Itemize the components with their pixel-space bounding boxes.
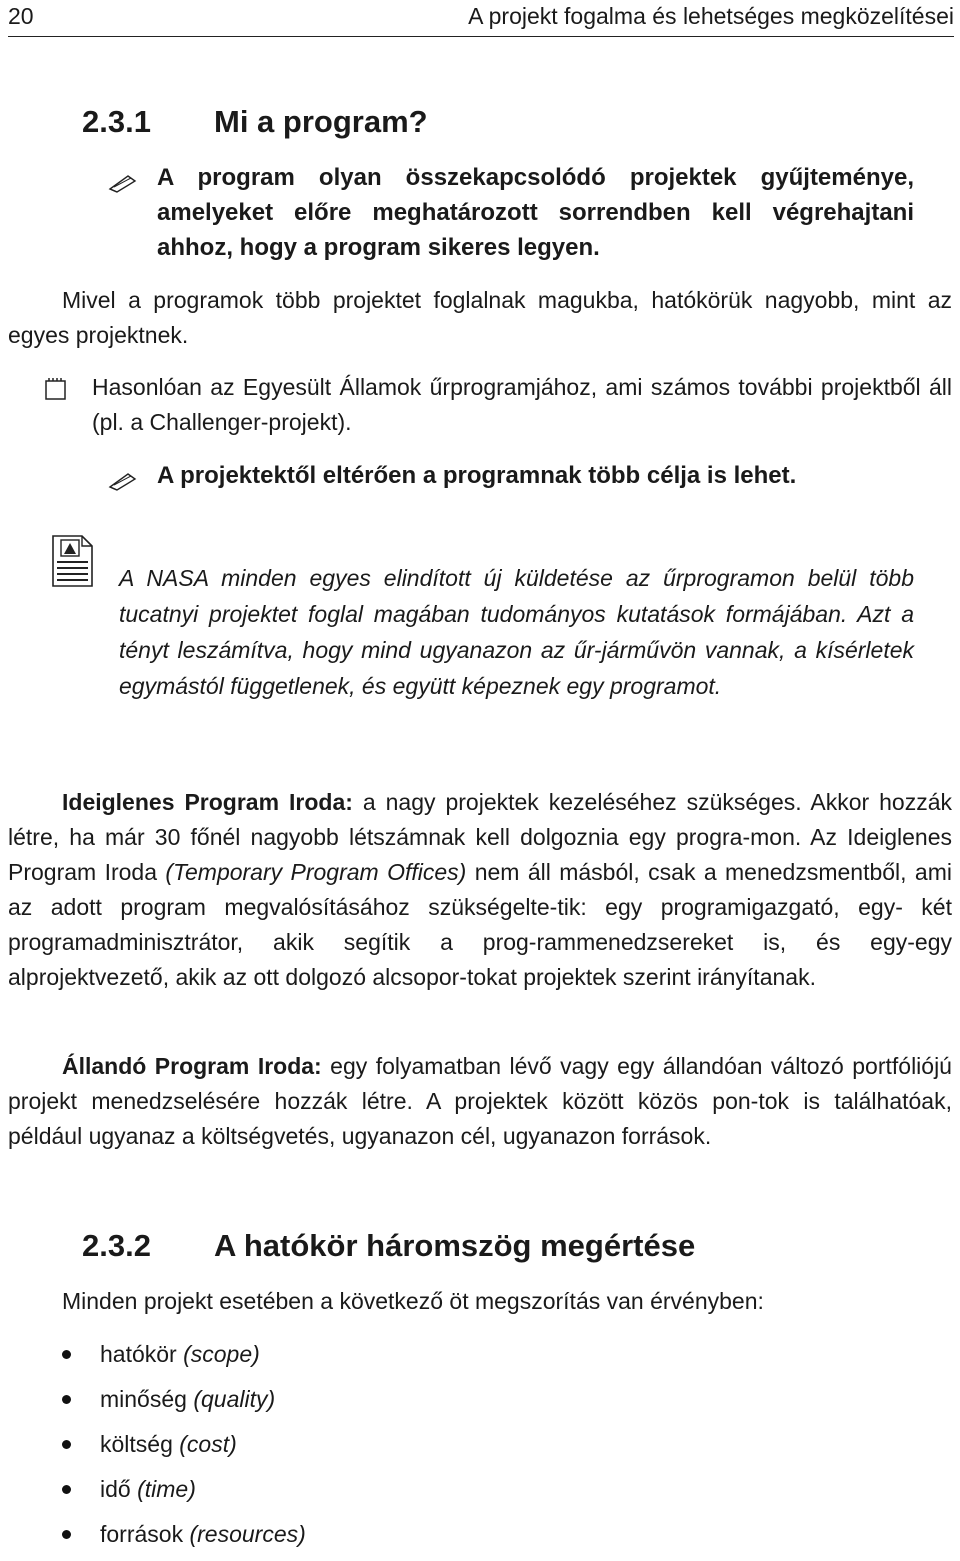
example-text: A NASA minden egyes elindított új küldetése az űrprogramon belül több tucatnyi projektet foglal magában tudományos kutatások formájában. Azt a tényt leszámítva, hogy mind ugyanazon az űr-járművön vannak, a kísérletek egymástól függetlenek, és együtt képeznek egy programot. [119,565,914,699]
paragraph [8,283,952,353]
definition-text: nem áll másból, csak a menedzsmentből, ami az adott program megvalósításához szükségelte-tik: egy programigazgató, egy- két programadminisztrátor, akik segítik a prog-rammenedzsereket is, és egy-egy alprojektvezető, akik az ott dolgozó alcsopor-tokat projektek szerint irányítanak. [8,859,952,990]
constraints-list [62,1336,306,1561]
definition-text: A projektektől eltérően a programnak több célja is lehet. [157,462,797,489]
definition-text: A program olyan összekapcsolódó projektek gyűjteménye, amelyeket előre meghatározott sorrendben kell végrehajtani ahhoz, hogy a program sikeres legyen. [157,164,914,261]
list-item: idő (time) [62,1471,306,1516]
paragraph-text: Mivel a programok több projektet foglalnak magukba, hatókörük nagyobb, mint az egyes projektnek. [8,287,952,348]
bullet-icon [62,1485,71,1494]
pen-definition-icon [108,466,138,501]
chapter-title: A projekt fogalma és lehetséges megközelítései [468,3,954,29]
section-title: Mi a program? [214,104,428,139]
definition-text: egy folyamatban lévő vagy egy állandóan változó portfóliójú projekt menedzselésére hozzák létre. A projektek között közös pon-tok is találhatóak, például ugyanaz a költségvetés, ugyanazon cél, ugyanazon források. [8,1053,952,1149]
example-block [52,560,914,704]
constraints-intro: Minden projekt esetében a következő öt megszorítás van érvényben: [62,1288,764,1314]
permanent-program-office-definition [8,1049,952,1154]
term: Ideiglenes Program Iroda: [62,789,353,815]
section-title: A hatókör háromszög megértése [214,1228,696,1263]
bullet-icon [62,1440,71,1449]
running-header [8,0,954,37]
list-item: minőség (quality) [62,1381,306,1426]
section-number: 2.3.2 [82,1228,151,1263]
note-text: Hasonlóan az Egyesült Államok űrprogramjához, ami számos további projektből áll (pl. a Challenger-projekt). [92,374,952,435]
page-number: 20 [8,3,34,29]
list-item: hatókör (scope) [62,1336,306,1381]
list-item: költség (cost) [62,1426,306,1471]
english-term: (Temporary Program Offices) [165,859,467,885]
section-heading-2-3-1 [82,102,428,142]
section-number: 2.3.1 [82,104,151,139]
section-heading-2-3-2 [82,1226,695,1266]
definition-block [108,160,914,265]
term: Állandó Program Iroda: [62,1053,322,1079]
pen-definition-icon [108,168,138,203]
bullet-icon [62,1350,71,1359]
bullet-icon [62,1530,71,1539]
temporary-program-office-definition [8,785,952,995]
note-block [42,370,952,440]
note-box-icon [44,376,68,411]
definition-text: a nagy projektek kezeléséhez szükséges. Akkor hozzák létre, ha már 30 főnél nagyobb létszámnak kell dolgoznia egy progra-mon. Az Ideiglenes Program Iroda [8,789,952,885]
document-example-icon [52,535,94,597]
list-item: források (resources) [62,1516,306,1561]
definition-block [108,458,914,493]
bullet-icon [62,1395,71,1404]
